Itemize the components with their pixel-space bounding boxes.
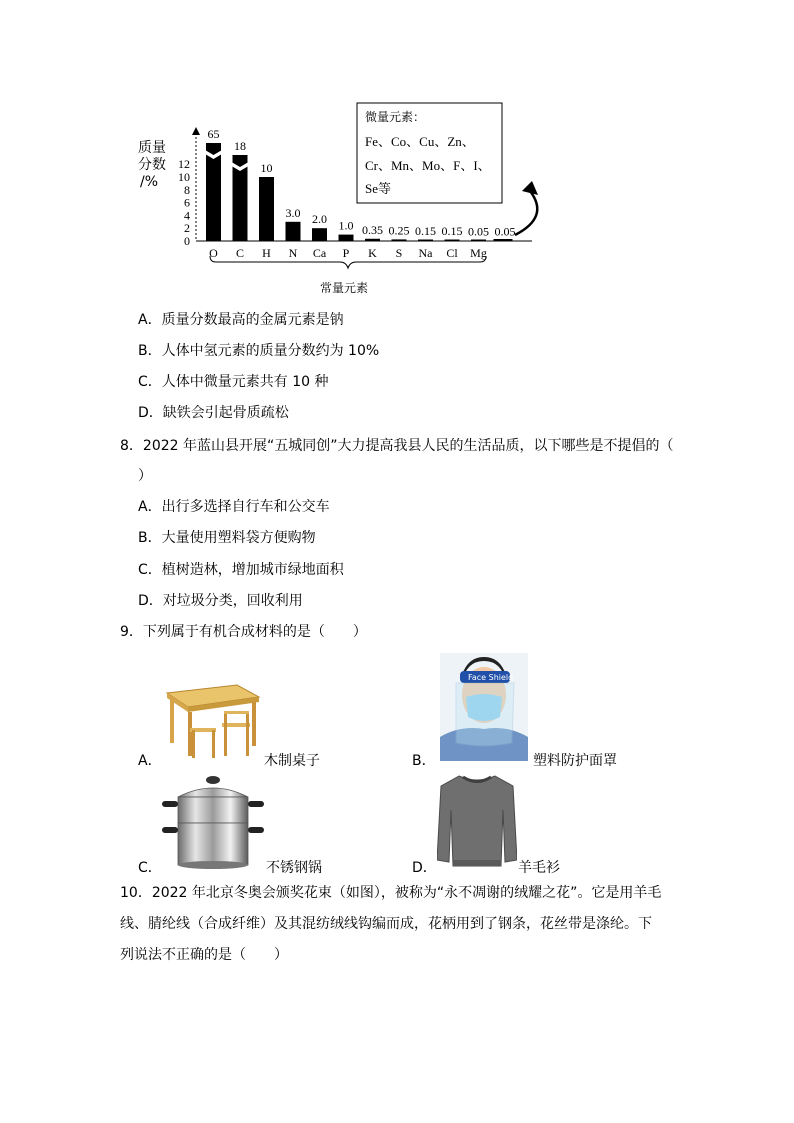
- bar-K: [365, 239, 380, 241]
- x-tick-Mg: Mg: [470, 246, 487, 260]
- bar-N: [286, 222, 301, 241]
- trace-elements-line1: Fe、Co、Cu、Zn、: [365, 134, 475, 149]
- trace-elements-line2: Cr、Mn、Mo、F、I、: [365, 158, 491, 173]
- x-tick-Cl: Cl: [446, 246, 458, 260]
- q9-option-b-label: 塑料防护面罩: [533, 753, 617, 769]
- x-tick-Ca: Ca: [312, 246, 327, 260]
- q8-option-d[interactable]: D．对垃圾分类，回收利用: [138, 593, 303, 609]
- wooden-table-image: [162, 683, 262, 761]
- curved-arrow-icon: [515, 191, 537, 235]
- q9-option-d-label: 羊毛衫: [518, 860, 560, 876]
- q7-option-d[interactable]: D．缺铁会引起骨质疏松: [138, 405, 289, 421]
- q8-stem-line1: 8．2022 年蓝山县开展“五城同创”大力提高我县人民的生活品质，以下哪些是不提倡的（: [120, 438, 674, 454]
- bar-P: [339, 235, 354, 241]
- q9-option-a-letter[interactable]: A．: [138, 753, 162, 769]
- bar-Ca: [312, 228, 327, 241]
- value-label-P: 1.0: [338, 218, 354, 233]
- q9-option-a-label: 木制桌子: [264, 753, 320, 769]
- y-axis-label-line1: 质量: [138, 140, 166, 156]
- value-label-S: 0.25: [388, 223, 410, 238]
- y-axis-arrow: [192, 127, 200, 135]
- x-tick-H: H: [262, 246, 271, 260]
- y-tick-6: 6: [184, 195, 190, 210]
- y-tick-2: 2: [184, 221, 190, 236]
- x-tick-S: S: [395, 246, 403, 260]
- bar-Cl: [445, 240, 460, 242]
- value-label-O: 65: [207, 127, 220, 141]
- q8-option-a[interactable]: A．出行多选择自行车和公交车: [138, 499, 330, 515]
- q7-option-c[interactable]: C．人体中微量元素共有 10 种: [138, 374, 329, 390]
- steel-pot-image: [160, 775, 266, 871]
- value-label-trace: 0.05: [494, 224, 516, 239]
- y-tick-8: 8: [184, 182, 190, 197]
- trace-elements-line3: Se等: [365, 181, 392, 196]
- q9-option-b-letter[interactable]: B．: [412, 753, 436, 769]
- q8-option-b[interactable]: B．大量使用塑料袋方便购物: [138, 530, 316, 546]
- value-label-Na: 0.15: [415, 224, 436, 239]
- q9-option-c-letter[interactable]: C．: [138, 860, 162, 876]
- y-axis-label-line3: /%: [140, 174, 159, 190]
- face-shield-text: Face Shield: [468, 673, 514, 682]
- q8-stem-line2: ）: [138, 468, 152, 484]
- value-label-N: 3.0: [285, 205, 301, 220]
- x-tick-O: O: [209, 246, 218, 260]
- value-label-H: 10: [260, 161, 273, 175]
- y-tick-4: 4: [184, 208, 190, 223]
- x-tick-P: P: [342, 246, 350, 260]
- macro-elements-label: 常量元素: [319, 281, 369, 295]
- y-tick-0: 0: [184, 234, 190, 248]
- y-tick-10: 10: [178, 170, 190, 184]
- curved-arrow-head: [522, 181, 538, 195]
- x-tick-K: K: [368, 246, 377, 260]
- value-label-K: 0.35: [362, 222, 383, 237]
- q7-option-b[interactable]: B．人体中氢元素的质量分数约为 10%: [138, 343, 380, 359]
- x-tick-Na: Na: [418, 246, 433, 260]
- value-label-Ca: 2.0: [312, 212, 327, 227]
- value-label-Mg: 0.05: [468, 224, 489, 239]
- q10-stem-line2: 线、腈纶线（合成纤维）及其混纺绒线钩编而成，花柄用到了钢条，花丝带是涤纶。下: [120, 916, 652, 932]
- value-label-C: 18: [234, 139, 246, 153]
- y-tick-12: 12: [178, 157, 190, 172]
- q7-option-a[interactable]: A．质量分数最高的金属元素是钠: [138, 312, 344, 328]
- q9-option-c-label: 不锈钢锅: [266, 860, 322, 876]
- q9-stem: 9．下列属于有机合成材料的是（ ）: [120, 624, 367, 640]
- y-tick-labels: [178, 157, 190, 248]
- sweater-image: [437, 770, 517, 870]
- q10-stem-line3: 列说法不正确的是（ ）: [120, 947, 288, 963]
- x-tick-C: C: [235, 246, 245, 260]
- x-tick-N: N: [288, 246, 298, 260]
- bar-Mg: [471, 240, 486, 242]
- face-shield-image: [440, 653, 528, 761]
- q9-option-d-letter[interactable]: D．: [412, 860, 437, 876]
- y-axis-label-line2: 分数: [138, 157, 166, 173]
- bar-Na: [418, 240, 433, 242]
- element-mass-fraction-chart: [130, 95, 550, 305]
- value-label-Cl: 0.15: [441, 224, 463, 239]
- q8-option-c[interactable]: C．植树造林，增加城市绿地面积: [138, 562, 344, 578]
- q10-stem-line1: 10．2022 年北京冬奥会颁奖花束（如图），被称为“永不凋谢的绒耀之花”。它是用羊毛: [120, 885, 662, 901]
- trace-elements-title: 微量元素：: [365, 110, 426, 124]
- x-tick-labels: [209, 246, 487, 260]
- bar-H: [259, 177, 274, 241]
- bar-S: [392, 239, 407, 241]
